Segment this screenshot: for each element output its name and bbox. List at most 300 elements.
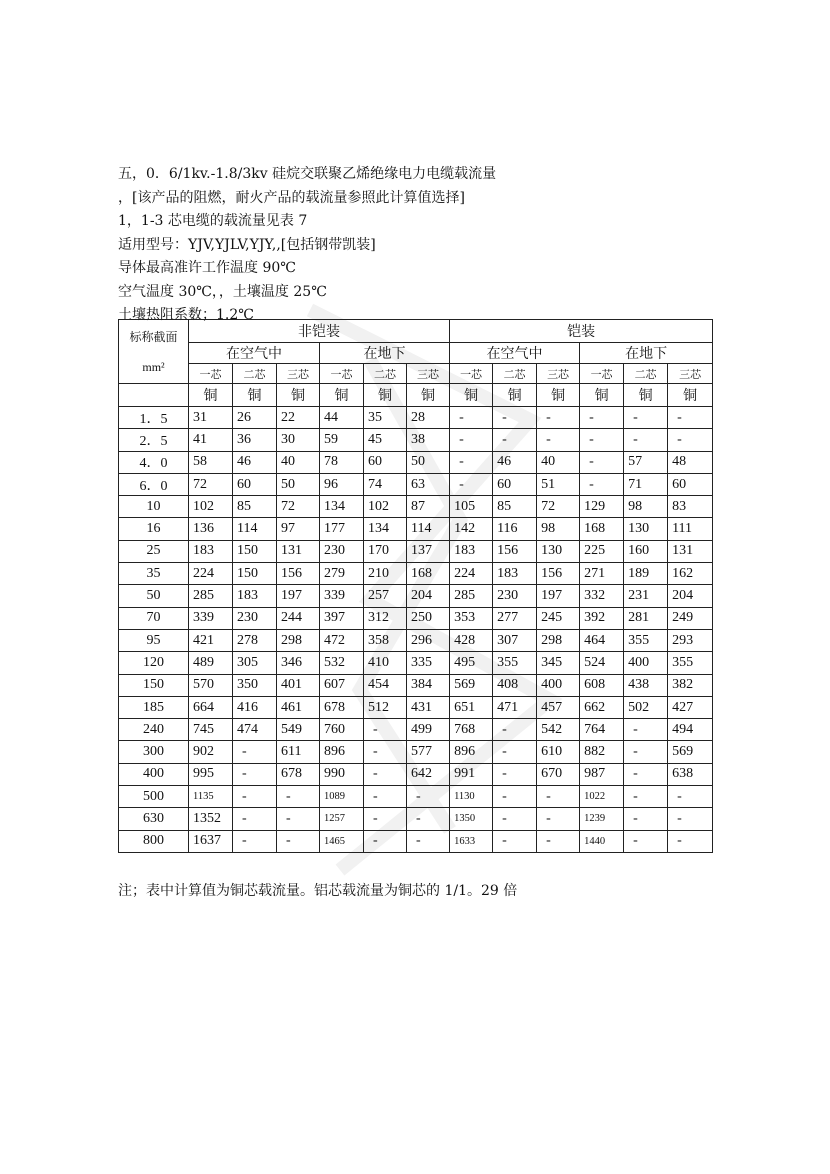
table-row (119, 585, 713, 607)
ampacity-cell: 502 (624, 696, 668, 718)
ampacity-cell: - (277, 830, 320, 852)
ampacity-cell: 549 (277, 719, 320, 741)
ampacity-cell: 345 (537, 652, 580, 674)
ampacity-cell: 197 (537, 585, 580, 607)
ampacity-cell: 472 (320, 629, 364, 651)
ampacity-cell: 50 (407, 451, 450, 473)
ampacity-cell: - (624, 830, 668, 852)
ampacity-cell: - (364, 808, 407, 830)
ampacity-cell: 245 (537, 607, 580, 629)
ampacity-cell: 150 (233, 540, 277, 562)
material-header: 铜 (580, 384, 624, 407)
ampacity-cell: 102 (364, 496, 407, 518)
ampacity-cell: - (537, 429, 580, 451)
ampacity-cell: - (624, 763, 668, 785)
ampacity-cell: 664 (189, 696, 233, 718)
ampacity-cell: 136 (189, 518, 233, 540)
ampacity-cell: 991 (450, 763, 493, 785)
ampacity-cell: 38 (407, 429, 450, 451)
ampacity-cell: - (537, 786, 580, 808)
ampacity-cell: 114 (233, 518, 277, 540)
ampacity-cell: 134 (320, 496, 364, 518)
material-header: 铜 (407, 384, 450, 407)
material-row-spacer (119, 384, 189, 407)
ampacity-cell: - (668, 407, 713, 429)
ampacity-cell: 427 (668, 696, 713, 718)
ampacity-cell: 1135 (189, 786, 233, 808)
ampacity-cell: 183 (450, 540, 493, 562)
ampacity-cell: 461 (277, 696, 320, 718)
ampacity-cell: 249 (668, 607, 713, 629)
ampacity-cell: 512 (364, 696, 407, 718)
ampacity-cell: 225 (580, 540, 624, 562)
ampacity-cell: - (407, 830, 450, 852)
ampacity-cell: 97 (277, 518, 320, 540)
ampacity-cell: - (450, 407, 493, 429)
intro-line-2: ，[该产品的阻燃，耐火产品的载流量参照此计算值选择] (118, 189, 465, 206)
ampacity-cell: 204 (407, 585, 450, 607)
table-row (119, 808, 713, 830)
ampacity-cell: 995 (189, 763, 233, 785)
cross-section-cell: 50 (119, 585, 189, 607)
ampacity-cell: 457 (537, 696, 580, 718)
ampacity-cell: 293 (668, 629, 713, 651)
ampacity-cell: 438 (624, 674, 668, 696)
material-header: 铜 (493, 384, 537, 407)
cross-section-cell: 630 (119, 808, 189, 830)
ampacity-cell: - (277, 786, 320, 808)
ampacity-cell: 72 (537, 496, 580, 518)
section-header-cell (119, 320, 189, 384)
ampacity-cell: 279 (320, 563, 364, 585)
ampacity-cell: 183 (493, 563, 537, 585)
ampacity-cell: 1633 (450, 830, 493, 852)
ampacity-cell: 224 (189, 563, 233, 585)
ampacity-cell: - (450, 473, 493, 495)
ampacity-cell: 392 (580, 607, 624, 629)
intro-line-4: 适用型号：YJV,YJLV,YJY,,[包括钢带凯装] (118, 236, 376, 253)
ampacity-cell: 130 (537, 540, 580, 562)
ampacity-cell: 768 (450, 719, 493, 741)
section-header-label: 标称截面 (129, 330, 178, 344)
material-header: 铜 (668, 384, 713, 407)
ampacity-cell: - (668, 429, 713, 451)
intro-line-5: 导体最高准许工作温度 90℃ (118, 260, 296, 276)
intro-line-6: 空气温度 30℃，，土壤温度 25℃ (118, 283, 327, 300)
ampacity-cell: 569 (450, 674, 493, 696)
ampacity-cell: - (493, 786, 537, 808)
ampacity-cell: 96 (320, 473, 364, 495)
ampacity-cell: 63 (407, 473, 450, 495)
ampacity-cell: 431 (407, 696, 450, 718)
ampacity-cell: 1350 (450, 808, 493, 830)
ampacity-cell: - (407, 808, 450, 830)
ampacity-cell: 298 (277, 629, 320, 651)
group-header-unarmored: 非铠装 (189, 320, 450, 343)
ampacity-cell: 130 (624, 518, 668, 540)
ampacity-cell: 131 (668, 540, 713, 562)
cross-section-cell: 1．5 (119, 407, 189, 429)
ampacity-cell: 230 (320, 540, 364, 562)
ampacity-cell: 416 (233, 696, 277, 718)
ampacity-cell: 170 (364, 540, 407, 562)
ampacity-cell: - (233, 786, 277, 808)
ampacity-cell: - (364, 763, 407, 785)
ampacity-cell: 353 (450, 607, 493, 629)
ampacity-cell: 896 (450, 741, 493, 763)
ampacity-cell: 230 (233, 607, 277, 629)
table-row (119, 407, 713, 429)
ampacity-cell: 764 (580, 719, 624, 741)
ampacity-cell: 183 (189, 540, 233, 562)
ampacity-cell: 532 (320, 652, 364, 674)
ampacity-cell: - (624, 429, 668, 451)
ampacity-cell: 105 (450, 496, 493, 518)
ampacity-cell: 662 (580, 696, 624, 718)
table-row (119, 496, 713, 518)
ampacity-cell: 355 (624, 629, 668, 651)
ampacity-cell: 59 (320, 429, 364, 451)
ampacity-cell: 307 (493, 629, 537, 651)
ampacity-cell: 678 (320, 696, 364, 718)
ampacity-cell: 355 (493, 652, 537, 674)
ampacity-cell: - (668, 786, 713, 808)
ampacity-cell: 60 (668, 473, 713, 495)
ampacity-cell: 384 (407, 674, 450, 696)
ampacity-cell: 78 (320, 451, 364, 473)
ampacity-cell: 642 (407, 763, 450, 785)
group-header-armored: 铠装 (450, 320, 713, 343)
ampacity-cell: 41 (189, 429, 233, 451)
ampacity-cell: 335 (407, 652, 450, 674)
material-header: 铜 (233, 384, 277, 407)
ampacity-cell: 607 (320, 674, 364, 696)
cross-section-cell: 240 (119, 719, 189, 741)
table-row (119, 540, 713, 562)
ampacity-cell: 26 (233, 407, 277, 429)
intro-line-3: 1，1-3 芯电缆的载流量见表 7 (118, 213, 308, 229)
ampacity-cell: 71 (624, 473, 668, 495)
ampacity-cell: 569 (668, 741, 713, 763)
cross-section-cell: 16 (119, 518, 189, 540)
ampacity-cell: - (364, 830, 407, 852)
ampacity-cell: 882 (580, 741, 624, 763)
ampacity-cell: 230 (493, 585, 537, 607)
ampacity-cell: 183 (233, 585, 277, 607)
ampacity-cell: 346 (277, 652, 320, 674)
ampacity-cell: 495 (450, 652, 493, 674)
ampacity-cell: 35 (364, 407, 407, 429)
subgroup-header: 在空气中 (189, 343, 320, 364)
ampacity-cell: 278 (233, 629, 277, 651)
ampacity-cell: 542 (537, 719, 580, 741)
ampacity-table (118, 319, 713, 853)
material-header: 铜 (320, 384, 364, 407)
ampacity-cell: 400 (624, 652, 668, 674)
core-count-header: 二芯 (364, 364, 407, 384)
ampacity-cell: 401 (277, 674, 320, 696)
ampacity-cell: 46 (493, 451, 537, 473)
ampacity-cell: 896 (320, 741, 364, 763)
ampacity-cell: 760 (320, 719, 364, 741)
ampacity-cell: 114 (407, 518, 450, 540)
ampacity-cell: 285 (189, 585, 233, 607)
ampacity-cell: 168 (407, 563, 450, 585)
table-row (119, 518, 713, 540)
ampacity-cell: - (624, 719, 668, 741)
table-row (119, 719, 713, 741)
ampacity-cell: 397 (320, 607, 364, 629)
ampacity-cell: 382 (668, 674, 713, 696)
cross-section-cell: 70 (119, 607, 189, 629)
ampacity-cell: 85 (233, 496, 277, 518)
cross-section-cell: 25 (119, 540, 189, 562)
ampacity-cell: - (450, 451, 493, 473)
material-header: 铜 (277, 384, 320, 407)
ampacity-cell: 1022 (580, 786, 624, 808)
ampacity-cell: 197 (277, 585, 320, 607)
subgroup-header: 在地下 (320, 343, 450, 364)
table-row (119, 629, 713, 651)
ampacity-cell: 421 (189, 629, 233, 651)
ampacity-cell: 116 (493, 518, 537, 540)
material-header: 铜 (189, 384, 233, 407)
table-row (119, 741, 713, 763)
ampacity-cell: 31 (189, 407, 233, 429)
cross-section-cell: 400 (119, 763, 189, 785)
ampacity-cell: 250 (407, 607, 450, 629)
core-count-header: 一芯 (450, 364, 493, 384)
ampacity-cell: 257 (364, 585, 407, 607)
ampacity-cell: 651 (450, 696, 493, 718)
ampacity-cell: 142 (450, 518, 493, 540)
ampacity-cell: 608 (580, 674, 624, 696)
ampacity-cell: - (580, 473, 624, 495)
ampacity-cell: 610 (537, 741, 580, 763)
core-count-header: 三芯 (407, 364, 450, 384)
ampacity-cell: 87 (407, 496, 450, 518)
ampacity-cell: 990 (320, 763, 364, 785)
table-row (119, 607, 713, 629)
ampacity-cell: 74 (364, 473, 407, 495)
ampacity-cell: - (580, 429, 624, 451)
ampacity-cell: 44 (320, 407, 364, 429)
ampacity-cell: 150 (233, 563, 277, 585)
core-count-header: 一芯 (580, 364, 624, 384)
ampacity-cell: 72 (277, 496, 320, 518)
ampacity-cell: 162 (668, 563, 713, 585)
cross-section-cell: 150 (119, 674, 189, 696)
ampacity-cell: 177 (320, 518, 364, 540)
ampacity-cell: - (624, 808, 668, 830)
ampacity-cell: 471 (493, 696, 537, 718)
ampacity-cell: 102 (189, 496, 233, 518)
table-row (119, 429, 713, 451)
core-count-header: 三芯 (537, 364, 580, 384)
ampacity-cell: 339 (189, 607, 233, 629)
ampacity-cell: 296 (407, 629, 450, 651)
cross-section-cell: 800 (119, 830, 189, 852)
ampacity-cell: 298 (537, 629, 580, 651)
material-header: 铜 (624, 384, 668, 407)
ampacity-cell: 244 (277, 607, 320, 629)
ampacity-cell: 638 (668, 763, 713, 785)
ampacity-cell: 156 (277, 563, 320, 585)
ampacity-cell: 281 (624, 607, 668, 629)
ampacity-cell: 51 (537, 473, 580, 495)
ampacity-cell: - (624, 786, 668, 808)
ampacity-cell: 1465 (320, 830, 364, 852)
intro-line-7: 土壤热阻系数；1.2℃ (118, 307, 254, 323)
ampacity-cell: 134 (364, 518, 407, 540)
intro-line-1: 五，0．6/1kv.-1.8/3kv 硅烷交联聚乙烯绝缘电力电缆载流量 (118, 166, 497, 182)
ampacity-cell: 48 (668, 451, 713, 473)
ampacity-cell: 332 (580, 585, 624, 607)
ampacity-cell: 678 (277, 763, 320, 785)
ampacity-cell: 745 (189, 719, 233, 741)
cross-section-cell: 35 (119, 563, 189, 585)
ampacity-cell: 210 (364, 563, 407, 585)
ampacity-cell: 358 (364, 629, 407, 651)
ampacity-cell: 350 (233, 674, 277, 696)
ampacity-cell: - (450, 429, 493, 451)
ampacity-cell: 1440 (580, 830, 624, 852)
ampacity-cell: 410 (364, 652, 407, 674)
ampacity-cell: 577 (407, 741, 450, 763)
ampacity-cell: - (493, 830, 537, 852)
table-row (119, 786, 713, 808)
section-header-unit: mm² (142, 360, 165, 374)
ampacity-cell: - (493, 741, 537, 763)
table-row (119, 830, 713, 852)
core-count-header: 三芯 (277, 364, 320, 384)
cross-section-cell: 4．0 (119, 451, 189, 473)
ampacity-cell: 1089 (320, 786, 364, 808)
ampacity-cell: 902 (189, 741, 233, 763)
ampacity-cell: - (364, 741, 407, 763)
cross-section-cell: 300 (119, 741, 189, 763)
ampacity-cell: - (493, 407, 537, 429)
ampacity-cell: 408 (493, 674, 537, 696)
ampacity-cell: 987 (580, 763, 624, 785)
cross-section-cell: 2．5 (119, 429, 189, 451)
ampacity-cell: 305 (233, 652, 277, 674)
subgroup-header: 在空气中 (450, 343, 580, 364)
intro-text (118, 163, 718, 328)
material-header: 铜 (537, 384, 580, 407)
ampacity-cell: - (580, 407, 624, 429)
ampacity-cell: 1257 (320, 808, 364, 830)
ampacity-cell: 160 (624, 540, 668, 562)
core-count-header: 三芯 (668, 364, 713, 384)
table-row (119, 696, 713, 718)
ampacity-cell: 60 (233, 473, 277, 495)
ampacity-cell: 60 (364, 451, 407, 473)
footnote: 注；表中计算值为铜芯载流量。铝芯载流量为铜芯的 1/1。29 倍 (118, 883, 518, 899)
ampacity-cell: 474 (233, 719, 277, 741)
ampacity-cell: 570 (189, 674, 233, 696)
ampacity-cell: - (493, 808, 537, 830)
ampacity-cell: 50 (277, 473, 320, 495)
ampacity-cell: 1239 (580, 808, 624, 830)
ampacity-cell: 156 (537, 563, 580, 585)
ampacity-cell: 204 (668, 585, 713, 607)
ampacity-cell: 189 (624, 563, 668, 585)
ampacity-cell: 57 (624, 451, 668, 473)
ampacity-cell: 277 (493, 607, 537, 629)
ampacity-cell: 111 (668, 518, 713, 540)
ampacity-cell: 670 (537, 763, 580, 785)
cross-section-cell: 120 (119, 652, 189, 674)
ampacity-cell: 40 (277, 451, 320, 473)
core-count-header: 二芯 (493, 364, 537, 384)
core-count-header: 二芯 (624, 364, 668, 384)
ampacity-cell: 224 (450, 563, 493, 585)
cross-section-cell: 185 (119, 696, 189, 718)
ampacity-cell: - (277, 808, 320, 830)
ampacity-cell: 312 (364, 607, 407, 629)
ampacity-cell: - (537, 407, 580, 429)
ampacity-cell: - (668, 808, 713, 830)
table-row (119, 451, 713, 473)
ampacity-cell: 339 (320, 585, 364, 607)
ampacity-cell: 355 (668, 652, 713, 674)
ampacity-cell: - (624, 741, 668, 763)
ampacity-cell: 1352 (189, 808, 233, 830)
ampacity-cell: - (624, 407, 668, 429)
subgroup-header: 在地下 (580, 343, 713, 364)
ampacity-cell: 46 (233, 451, 277, 473)
table-row (119, 674, 713, 696)
ampacity-cell: 400 (537, 674, 580, 696)
ampacity-cell: 156 (493, 540, 537, 562)
ampacity-cell: 72 (189, 473, 233, 495)
table-row (119, 563, 713, 585)
ampacity-cell: 28 (407, 407, 450, 429)
ampacity-cell: 131 (277, 540, 320, 562)
ampacity-cell: 454 (364, 674, 407, 696)
ampacity-cell: - (580, 451, 624, 473)
ampacity-cell: 464 (580, 629, 624, 651)
ampacity-cell: - (364, 786, 407, 808)
ampacity-cell: - (233, 808, 277, 830)
ampacity-cell: - (537, 808, 580, 830)
ampacity-cell: 168 (580, 518, 624, 540)
cross-section-cell: 500 (119, 786, 189, 808)
ampacity-cell: 22 (277, 407, 320, 429)
ampacity-cell: 85 (493, 496, 537, 518)
ampacity-cell: 36 (233, 429, 277, 451)
cross-section-cell: 95 (119, 629, 189, 651)
table-row (119, 763, 713, 785)
ampacity-cell: 60 (493, 473, 537, 495)
ampacity-cell: 1637 (189, 830, 233, 852)
ampacity-cell: - (493, 429, 537, 451)
ampacity-cell: 83 (668, 496, 713, 518)
cross-section-cell: 6．0 (119, 473, 189, 495)
core-count-header: 二芯 (233, 364, 277, 384)
ampacity-cell: - (493, 719, 537, 741)
table-row (119, 652, 713, 674)
core-count-header: 一芯 (320, 364, 364, 384)
material-header: 铜 (364, 384, 407, 407)
ampacity-cell: 611 (277, 741, 320, 763)
table-row (119, 473, 713, 495)
ampacity-cell: - (407, 786, 450, 808)
ampacity-cell: 499 (407, 719, 450, 741)
ampacity-cell: 58 (189, 451, 233, 473)
ampacity-cell: - (233, 741, 277, 763)
